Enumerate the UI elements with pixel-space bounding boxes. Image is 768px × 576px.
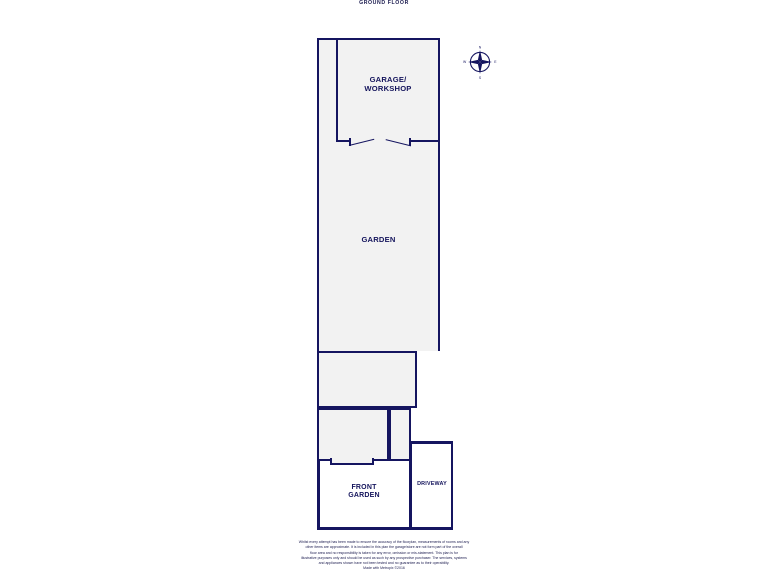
front-garden-label-line2: GARDEN bbox=[348, 492, 380, 500]
area-front-garden bbox=[0, 0, 94, 68]
compass-icon bbox=[462, 44, 498, 80]
driveway-boundary-top bbox=[411, 441, 453, 444]
disclaimer-text bbox=[0, 540, 768, 572]
svg-text:W: W bbox=[462, 60, 467, 65]
disclaimer-line: illustrative purposes only and should be used as such by any prospective purchaser. The services, systems bbox=[301, 555, 467, 560]
room-kitchen-diner bbox=[317, 351, 417, 408]
disclaimer-line: Whilst every attempt has been made to ensure the accuracy of the floorplan, measurements of rooms and any bbox=[298, 540, 470, 544]
room-label-driveway: DRIVEWAY bbox=[417, 481, 447, 487]
area-driveway bbox=[0, 68, 42, 156]
disclaimer-line: and appliances shown have not been tested and no guarantee as to their operability. bbox=[318, 561, 450, 565]
svg-text:N: N bbox=[478, 45, 482, 50]
garage-label-line2: WORKSHOP bbox=[364, 83, 412, 93]
disclaimer-line: floor area and no responsibility is taken for any error, omission or mis-statement. This plan is for bbox=[310, 550, 458, 555]
room-label-garage-workshop bbox=[336, 76, 440, 94]
disclaimer-line: other items are approximate. It is included in this plan the garage/store are not form part of the overall bbox=[305, 545, 463, 550]
front-garden-label-line1: FRONT bbox=[351, 484, 377, 491]
plot-boundary-bottom bbox=[317, 527, 453, 530]
room-living-room bbox=[317, 408, 389, 461]
garage-label-line1: GARAGE/ bbox=[369, 75, 407, 84]
bay-window bbox=[330, 458, 374, 465]
svg-text:S: S bbox=[478, 76, 482, 80]
disclaimer-line: Made with Metropix ©2016 bbox=[363, 566, 405, 571]
room-label-garden: GARDEN bbox=[361, 235, 396, 244]
room-label-front-garden bbox=[317, 484, 411, 501]
page-title: GROUND FLOOR bbox=[359, 0, 409, 6]
svg-text:E: E bbox=[494, 60, 497, 65]
room-hall bbox=[389, 408, 411, 461]
